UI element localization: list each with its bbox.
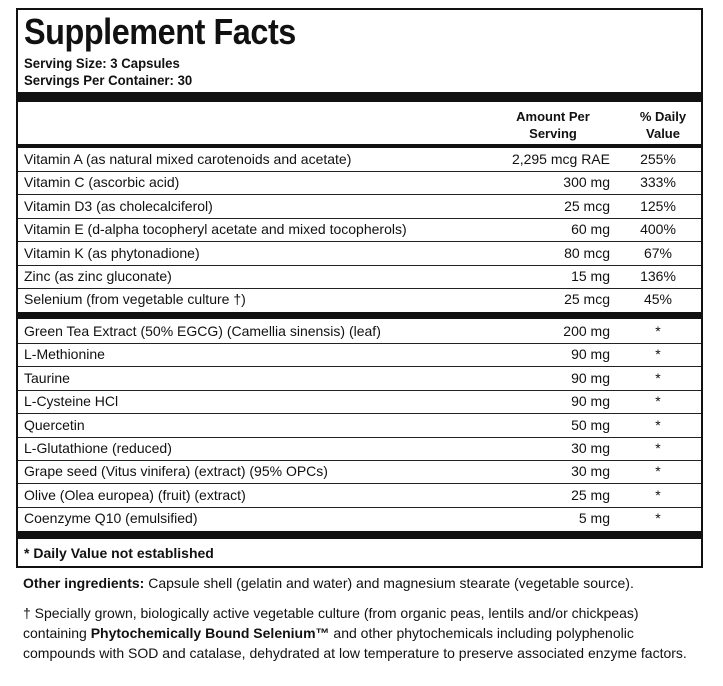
daily-value: * <box>655 486 661 503</box>
daily-value: 45% <box>643 291 673 308</box>
table-row <box>18 390 701 414</box>
nutrient-name: Selenium (from vegetable culture †) <box>24 291 246 308</box>
culture-note-part2: and other phytochemicals including polyphenolic compounds with SOD and catalase, dehydrated at low temperature to preserve associated enzyme factors. <box>23 625 687 661</box>
amount-per-serving: 90 mg <box>571 369 610 386</box>
daily-value: * <box>655 393 661 410</box>
daily-value: 136% <box>640 268 676 284</box>
table-row <box>18 367 701 391</box>
nutrient-name: Vitamin C (ascorbic acid) <box>24 174 180 191</box>
other-ingredients <box>23 573 703 593</box>
servings-per-container: Servings Per Container: 30 <box>24 72 193 88</box>
daily-value: * <box>655 323 661 339</box>
table-row <box>18 460 701 484</box>
nutrient-name: Quercetin <box>24 416 85 433</box>
amount-header-line1: Amount Per <box>516 109 590 124</box>
culture-note <box>23 603 703 663</box>
panel-title: Supplement Facts <box>24 11 296 52</box>
amount-per-serving: 25 mcg <box>564 291 610 308</box>
amount-per-serving: 50 mg <box>571 416 610 433</box>
amount-per-serving: 90 mg <box>571 393 610 410</box>
table-row <box>18 171 701 195</box>
other-ingredients-label: Other ingredients: <box>23 575 145 591</box>
amount-per-serving: 2,295 mcg RAE <box>511 151 610 167</box>
other-ingredients-text: Capsule shell (gelatin and water) and magnesium stearate (vegetable source). <box>144 575 634 591</box>
nutrient-name: Vitamin K (as phytonadione) <box>24 244 200 261</box>
amount-per-serving: 200 mg <box>563 323 610 339</box>
culture-note-part1: † Specially grown, biologically active vegetable culture (from organic peas, lentils and/or chickpeas) containing <box>23 605 639 641</box>
daily-value: * <box>655 440 661 456</box>
daily-value: * <box>655 369 661 386</box>
amount-per-serving: 30 mg <box>571 463 610 480</box>
nutrient-name: Taurine <box>24 369 70 386</box>
supplement-facts-panel <box>16 8 703 568</box>
table-row <box>18 484 701 508</box>
amount-per-serving: 90 mg <box>571 346 610 363</box>
amount-per-serving: 5 mg <box>578 510 610 527</box>
thick-divider-top <box>18 92 701 102</box>
daily-value: 67% <box>643 244 673 261</box>
nutrient-name: Vitamin A (as natural mixed carotenoids and acetate) <box>24 151 352 167</box>
serving-size: Serving Size: 3 Capsules <box>24 55 180 71</box>
table-row <box>18 218 701 242</box>
daily-value: * <box>655 416 661 433</box>
amount-header <box>488 108 618 142</box>
daily-value: 255% <box>640 151 676 167</box>
amount-header-line2: Serving <box>529 126 577 141</box>
nutrient-name: L-Glutathione (reduced) <box>24 440 172 456</box>
culture-note-bold: Phytochemically Bound Selenium™ <box>90 625 330 641</box>
table-row <box>18 195 701 219</box>
daily-value: 400% <box>640 221 676 238</box>
thick-divider-bottom <box>18 531 701 539</box>
table-row <box>18 437 701 461</box>
table-row <box>18 148 701 172</box>
nutrient-name: Coenzyme Q10 (emulsified) <box>24 510 198 527</box>
nutrient-name: L-Cysteine HCl <box>24 393 119 410</box>
amount-per-serving: 25 mcg <box>564 197 610 214</box>
dv-header-line2: Value <box>646 126 680 141</box>
table-row <box>18 507 701 530</box>
daily-value: * <box>655 510 661 527</box>
amount-per-serving: 15 mg <box>571 268 610 284</box>
table-row <box>18 242 701 266</box>
daily-value: * <box>655 346 661 363</box>
daily-value-footnote: * Daily Value not established <box>24 545 214 561</box>
table-row <box>18 414 701 438</box>
amount-per-serving: 300 mg <box>563 174 610 191</box>
amount-per-serving: 30 mg <box>571 440 610 456</box>
nutrient-name: Olive (Olea europea) (fruit) (extract) <box>24 486 246 503</box>
daily-value: * <box>655 463 661 480</box>
nutrient-name: L-Methionine <box>24 346 105 363</box>
amount-per-serving: 80 mcg <box>564 244 610 261</box>
dv-header-line1: % Daily <box>639 109 687 124</box>
amount-per-serving: 60 mg <box>571 221 610 238</box>
nutrient-name: Vitamin D3 (as cholecalciferol) <box>24 197 213 214</box>
daily-value: 125% <box>640 197 676 214</box>
amount-per-serving: 25 mg <box>571 486 610 503</box>
nutrient-name: Zinc (as zinc gluconate) <box>24 268 172 284</box>
table-row <box>18 320 701 344</box>
table-row <box>18 288 701 311</box>
thick-divider-middle <box>18 312 701 319</box>
daily-value: 333% <box>640 174 676 191</box>
daily-value-header <box>618 108 708 142</box>
table-row <box>18 343 701 367</box>
nutrient-name: Grape seed (Vitus vinifera) (extract) (95% OPCs) <box>24 463 328 480</box>
nutrient-name: Green Tea Extract (50% EGCG) (Camellia sinensis) (leaf) <box>24 323 381 339</box>
nutrient-name: Vitamin E (d-alpha tocopheryl acetate and mixed tocopherols) <box>24 221 407 238</box>
table-row <box>18 265 701 289</box>
